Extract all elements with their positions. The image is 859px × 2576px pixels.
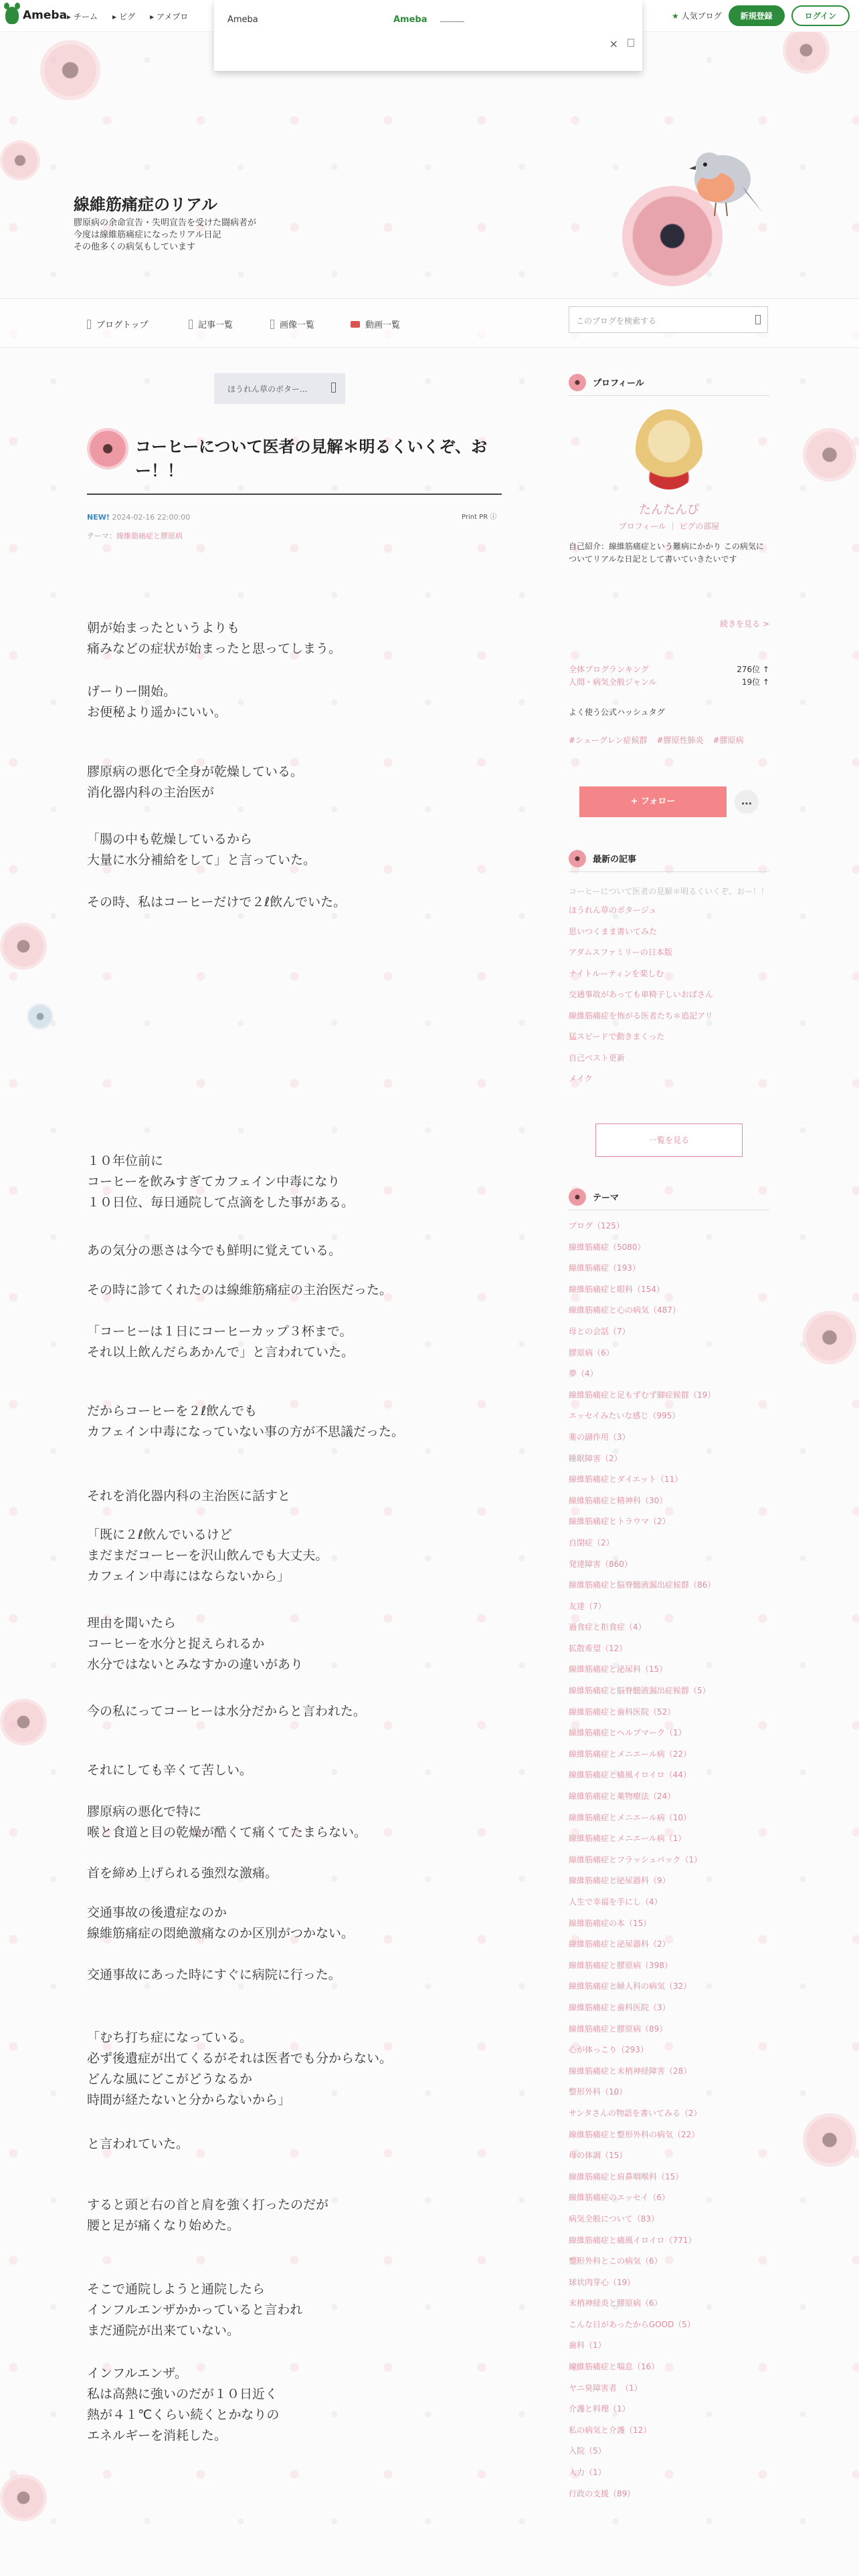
theme-item[interactable]: 自閉症（2） [569,1537,614,1547]
global-nav-label: チーム [74,12,98,21]
global-nav-item[interactable]: ▸ アメプロ [150,11,189,21]
post-paragraph: それにしても辛くて苦しい。 [87,1763,253,1778]
ameba-logo-icon [5,7,19,24]
ranking-value: 19位 ↑ [741,677,769,687]
nav-videos[interactable] [351,318,400,330]
pr-label: Print PR [462,514,488,521]
theme-item[interactable]: 線維筋痛症と肩鼻咽喉科（15） [569,2171,684,2181]
theme-item[interactable]: 線維筋痛症とフラッシュバック（1） [569,1854,702,1864]
theme-item[interactable]: 線維筋痛症と整形外科の病気（22） [569,2129,700,2139]
theme-item[interactable]: 整形外科（10） [569,2087,628,2097]
recent-item[interactable]: メイク [569,1074,593,1083]
hashtag-list [569,734,744,746]
theme-item[interactable]: 線維筋痛症と足もずむず脚症候群（19） [569,1390,716,1400]
ranking-row[interactable] [569,663,769,676]
theme-item[interactable]: 線維筋痛症と泌尿器科（2） [569,1939,670,1949]
new-badge: NEW! [87,513,110,522]
theme-list [569,1210,769,2504]
signup-button[interactable]: 新規登録 [729,5,785,26]
theme-item[interactable]: 線維筋痛症と膠原病（89） [569,2024,668,2034]
post-meta [87,513,190,522]
theme-item[interactable]: 線維筋痛症とダイエット（11） [569,1475,683,1485]
theme-item[interactable]: 線維筋痛症と泌尿器科（9） [569,1876,670,1886]
voice-player-button[interactable] [214,373,345,404]
theme-item[interactable]: 私の病気と介護（12） [569,2425,652,2435]
theme-item[interactable]: 過食症と拒食症（4） [569,1622,646,1632]
background-flower [803,2113,856,2167]
ameba-popup [214,0,642,71]
post-paragraph: それを消化器内科の主治医に話すと [87,1489,291,1503]
read-more-link[interactable]: 続きを見る > [720,619,769,629]
nav-label: ブログトップ [96,320,149,330]
background-flower [0,1699,47,1745]
nav-label: 記事一覧 [198,320,233,330]
theme-item[interactable]: 線維筋痛症と痛風イロイロ（771） [569,2235,696,2245]
theme-item[interactable]: 線維筋痛症のエッセイ（6） [569,2193,670,2203]
star-icon: ★ [671,11,679,21]
theme-item[interactable]: 球状肉芽心（19） [569,2277,636,2287]
theme-link[interactable]: 線維筋痛症と膠原病 [116,532,183,540]
theme-item[interactable]: 線維筋痛症と泌尿科（15） [569,1665,668,1675]
theme-item[interactable]: 線維筋痛症と精神科（30） [569,1495,668,1505]
popup-title: Ameba [227,15,258,25]
background-flower [803,1311,856,1364]
recent-item[interactable]: ナイトルーティンを楽しむ [569,968,664,978]
post-paragraph: 「腸の中も乾燥しているから 大量に水分補給をして」と言っていた。 [87,832,316,867]
theme-item[interactable]: 線維筋痛症と歯科医院（52） [569,1707,676,1717]
recent-item[interactable]: 思いつくまま書いてみた [569,926,658,936]
image-icon [270,320,274,329]
popup-divider [440,21,464,22]
follow-area [569,786,769,820]
theme-heading [569,1184,769,1210]
theme-item[interactable]: 整形外科とこの病気（6） [569,2256,662,2266]
theme-item[interactable]: 末梢神経炎と膠原病（6） [569,2298,662,2309]
post-paragraph: 首を締め上げられる強烈な激痛。 [87,1866,278,1881]
theme-item[interactable]: ヤニ臭障害者 （1） [569,2383,642,2393]
voice-label: ほうれん草のポター... [227,385,308,394]
search-placeholder: このブログを検索する [576,316,657,326]
close-icon[interactable]: × [609,37,618,50]
background-flower [0,2474,47,2521]
theme-item[interactable]: 線維筋痛症と眼科（154） [569,1284,664,1294]
theme-item[interactable]: 病気全般について（83） [569,2214,660,2224]
post-date: 2024-02-16 22:00:00 [112,513,191,522]
flower-icon [87,428,128,469]
background-flower [27,1003,54,1030]
theme-item[interactable]: 入院（5） [569,2446,606,2456]
post-paragraph: 朝が始まったというよりも 痛みなどの症状が始まったと思ってしまう。 [87,621,342,656]
post-title[interactable]: コーヒーについて医者の見解＊明るくいくぞ、おー！！ [135,437,488,480]
nav-articles[interactable] [189,318,233,330]
ranking-label: 人間・病気全般ジャンル [569,677,657,687]
nav-images[interactable] [270,318,314,330]
recent-item: コーヒーについて医者の見解＊明るくいくぞ、おー！！ [569,887,769,896]
post-theme [87,530,183,541]
post-paragraph: 「コーヒーは１日にコーヒーカップ３杯まで。 それ以上飲んだらあかんで」と言われていた。 [87,1324,355,1360]
theme-item[interactable]: こんな日があったからGOOD（5） [569,2319,695,2329]
profile-intro: 自己紹介：線維筋痛症という難病にかかり この病気についてリアルな日記として書いていきたいです [569,542,764,564]
post-paragraph: 「むち打ち症になっている。 必ず後遺症が出てくるがそれは医者でも分からない。 どんな風にどこがどうなるか 時間が経たないと分からないから」 [87,2030,393,2107]
post-paragraph: あの気分の悪さは今でも鮮明に覚えている。 [87,1243,342,1258]
post-paragraph: 膠原病の悪化で特に 喉と食道と目の乾燥が酷くて痛くてたまらない。 [87,1804,367,1840]
header-actions [672,5,850,26]
play-icon [331,383,336,393]
video-icon [351,321,360,328]
recent-item[interactable]: 線維筋痛症を怖がる医者たち＊追記アリ [569,1010,713,1021]
hashtag-link[interactable]: #シェーグレン症候群 [569,736,648,745]
blog-search-input[interactable] [569,306,768,333]
recent-item[interactable]: アダムスファミリーの日本版 [569,948,672,957]
profile-name[interactable]: たんたんぴ [639,503,699,517]
global-nav-item[interactable]: ▸ ピグ [112,11,136,21]
ameba-logo[interactable] [5,7,67,24]
theme-section [569,1184,769,2504]
theme-item[interactable]: 線維筋痛症と脳脊髄液漏出症候群（5） [569,1686,710,1696]
recent-list [569,880,769,1090]
theme-item[interactable]: 線維筋痛症と心の病気（487） [569,1305,680,1315]
post-paragraph: １０年位前に コーヒーを飲みすぎてカフェイン中毒になり １０日位、毎日通院して点滴をした事がある。 [87,1154,355,1210]
post-paragraph: インフルエンザ。 私は高熱に強いのだが１０日近く 熱が４１℃くらい続くとかなりの エネルギーを消耗した。 [87,2366,280,2443]
global-nav [67,11,188,22]
login-button[interactable]: ログイン [791,5,850,26]
profile-heading [569,369,769,396]
theme-item[interactable]: 友達（7） [569,1601,606,1611]
theme-item[interactable]: 線維筋痛症とメニエール病（22） [569,1749,692,1759]
theme-item[interactable]: 線維筋痛症とヘルプマーク（1） [569,1728,686,1738]
theme-item[interactable]: 線維筋痛症と末梢神経障害（28） [569,2066,692,2076]
theme-item[interactable]: 線維筋痛症と歯科医院（3） [569,2002,670,2012]
recent-item[interactable]: ほうれん草のポタージュ [569,905,657,915]
theme-item[interactable]: 線維筋痛症とトラウマ（2） [569,1517,670,1527]
background-flower [803,428,856,481]
post-paragraph: だからコーヒーを２ℓ飲んでも カフェイン中毒になっていない事の方が不思議だった。 [87,1404,405,1439]
background-flower [0,923,47,970]
recent-title: 最新の記事 [593,855,637,865]
post-paragraph: 今の私にってコーヒーは水分だからと言われた。 [87,1704,366,1719]
theme-item[interactable]: 線維筋痛症（193） [569,1263,640,1273]
theme-item[interactable]: 心が体っこり（293） [569,2045,648,2055]
ranking-value: 276位 ↑ [737,665,769,674]
post-paragraph: そこで通院しようと通院したら インフルエンザかかっていると言われ まだ通院が出来ていない。 [87,2282,303,2338]
post-paragraph: 「既に２ℓ飲んでいるけど まだまだコーヒーを沢山飲んでも大丈夫。 カフェイン中毒にはならないから」 [87,1527,328,1584]
blog-title[interactable]: 線維筋痛症のリアル [74,195,218,214]
post-paragraph: 交通事故の後遺症なのか 線維筋痛症の悶絶激痛なのか区別がつかない。 [87,1905,355,1941]
follow-button[interactable]: + フォロー [579,786,727,817]
post-paragraph: げーりー開始。 お便秘より遥かにいい。 [87,684,227,720]
theme-item[interactable]: 線維筋痛症の本（15） [569,1918,652,1928]
global-nav-label: アメプロ [157,12,189,21]
theme-item[interactable]: 線維筋痛症とメニエール病（10） [569,1812,692,1822]
theme-item[interactable]: 線維筋痛症と婦人科の病気（32） [569,1981,692,1992]
theme-label: テーマ： [87,532,116,540]
logo-text: Ameba [23,9,68,22]
post-paragraph: すると頭と右の首と肩を強く打ったのだが 腰と足が痛くなり始めた。 [87,2197,329,2233]
theme-item[interactable]: 母との会話（7） [569,1326,630,1336]
recent-heading [569,845,769,872]
hashtag-link[interactable]: #膠原性肺炎 [656,736,704,745]
post-paragraph: 膠原病の悪化で全身が乾燥している。 消化器内科の主治医が [87,764,304,800]
nav-label: 画像一覧 [280,320,315,330]
flower-icon [569,374,586,391]
popup-link[interactable]: Ameba [393,15,427,25]
popular-blog-link[interactable] [672,10,722,21]
more-options-icon[interactable]: … [735,790,759,814]
home-icon [87,320,91,329]
theme-item[interactable]: 線維筋痛症（5080） [569,1242,646,1252]
theme-item[interactable]: ブログ（125） [569,1221,624,1230]
theme-item[interactable]: 膠原病（6） [569,1348,614,1358]
global-nav-item[interactable]: ▸ チーム [67,11,98,21]
title-divider [87,494,502,495]
blog-header [0,32,859,300]
recent-item[interactable]: 猛スピードで動きまくった [569,1032,665,1041]
ranking [569,663,769,689]
theme-title: テーマ [593,1193,619,1203]
theme-item[interactable]: 線維筋痛症と薬物療法（24） [569,1792,676,1802]
recent-item[interactable]: 交通事故があっても車椅子しいおばさん [569,990,713,999]
theme-item[interactable]: 薬の副作用（3） [569,1432,630,1442]
avatar[interactable] [636,409,702,490]
theme-item[interactable]: 線維筋痛症と脳脊髄液漏出症候群（86） [569,1580,716,1590]
flower-icon [569,1188,586,1206]
recent-articles-section [569,845,769,1166]
flower-icon [569,850,586,867]
global-nav-label: ピグ [119,12,136,21]
theme-item[interactable]: 介護と料理（1） [569,2404,630,2414]
theme-item[interactable]: 線維筋痛症と痛風イロイロ（44） [569,1770,691,1780]
theme-item[interactable]: 夢（4） [569,1369,598,1379]
profile-section [569,369,769,744]
hashtag-title: よく使う公式ハッシュタグ [569,708,665,717]
nav-label: 動画一覧 [365,320,401,330]
theme-item[interactable]: 拡散希望（12） [569,1643,628,1653]
theme-item[interactable]: 母の体調（15） [569,2151,628,2161]
recent-item[interactable]: 自己ベスト更新 [569,1053,626,1063]
profile-title: プロフィール [593,379,644,389]
theme-item[interactable]: 線維筋痛症と喘息（16） [569,2362,660,2372]
ranking-label: 全体ブログランキング [569,665,649,674]
theme-item[interactable]: 行政の支援（89） [569,2488,636,2498]
post-paragraph: 交通事故にあった時にすぐに病院に行った。 [87,1967,341,1982]
ranking-row[interactable] [569,676,769,689]
blog-description: 膠原病の余命宣告・失明宣告を受けた闘病者が 今度は線維筋痛症になったリアル日記 その他多くの病気もしています [74,218,257,252]
bird-illustration [676,139,763,226]
theme-item[interactable]: 人生で幸福を手にし（4） [569,1897,662,1907]
theme-item[interactable]: 歯科（1） [569,2341,606,2351]
nav-blog-top[interactable] [87,318,149,330]
theme-item[interactable]: 線維筋痛症とメニエール病（1） [569,1834,686,1844]
theme-item[interactable]: エッセイみたいな感じ（995） [569,1411,680,1421]
search-icon[interactable] [755,315,761,324]
theme-item[interactable]: 線維筋痛症と膠原病（398） [569,1960,672,1970]
theme-item[interactable]: 発達障害（860） [569,1559,632,1569]
pr-notice[interactable]: Print PR ⓘ [462,514,497,521]
popular-blog-label: 人気ブログ [681,11,722,21]
view-all-button[interactable]: 一覧を見る [595,1123,743,1157]
post-paragraph: その時、私はコーヒーだけで２ℓ飲んでいた。 [87,895,347,909]
post-paragraph: 理由を聞いたら コーヒーを水分と捉えられるか 水分ではないとみなすかの違いがあり [87,1616,304,1672]
menu-icon[interactable] [628,39,634,47]
theme-item[interactable]: 睡眠障害（2） [569,1453,622,1463]
post-paragraph: と言われていた。 [87,2137,189,2151]
theme-item[interactable]: サンタさんの物語を書いてみる（2） [569,2108,702,2118]
post-paragraph: その時に診てくれたのは線維筋痛症の主治医だった。 [87,1283,393,1297]
theme-item[interactable]: 入力（1） [569,2468,606,2478]
hashtag-link[interactable]: #膠原病 [712,736,744,745]
list-icon [189,320,193,329]
profile-links[interactable]: プロフィール ｜ ピグの部屋 [618,522,720,531]
